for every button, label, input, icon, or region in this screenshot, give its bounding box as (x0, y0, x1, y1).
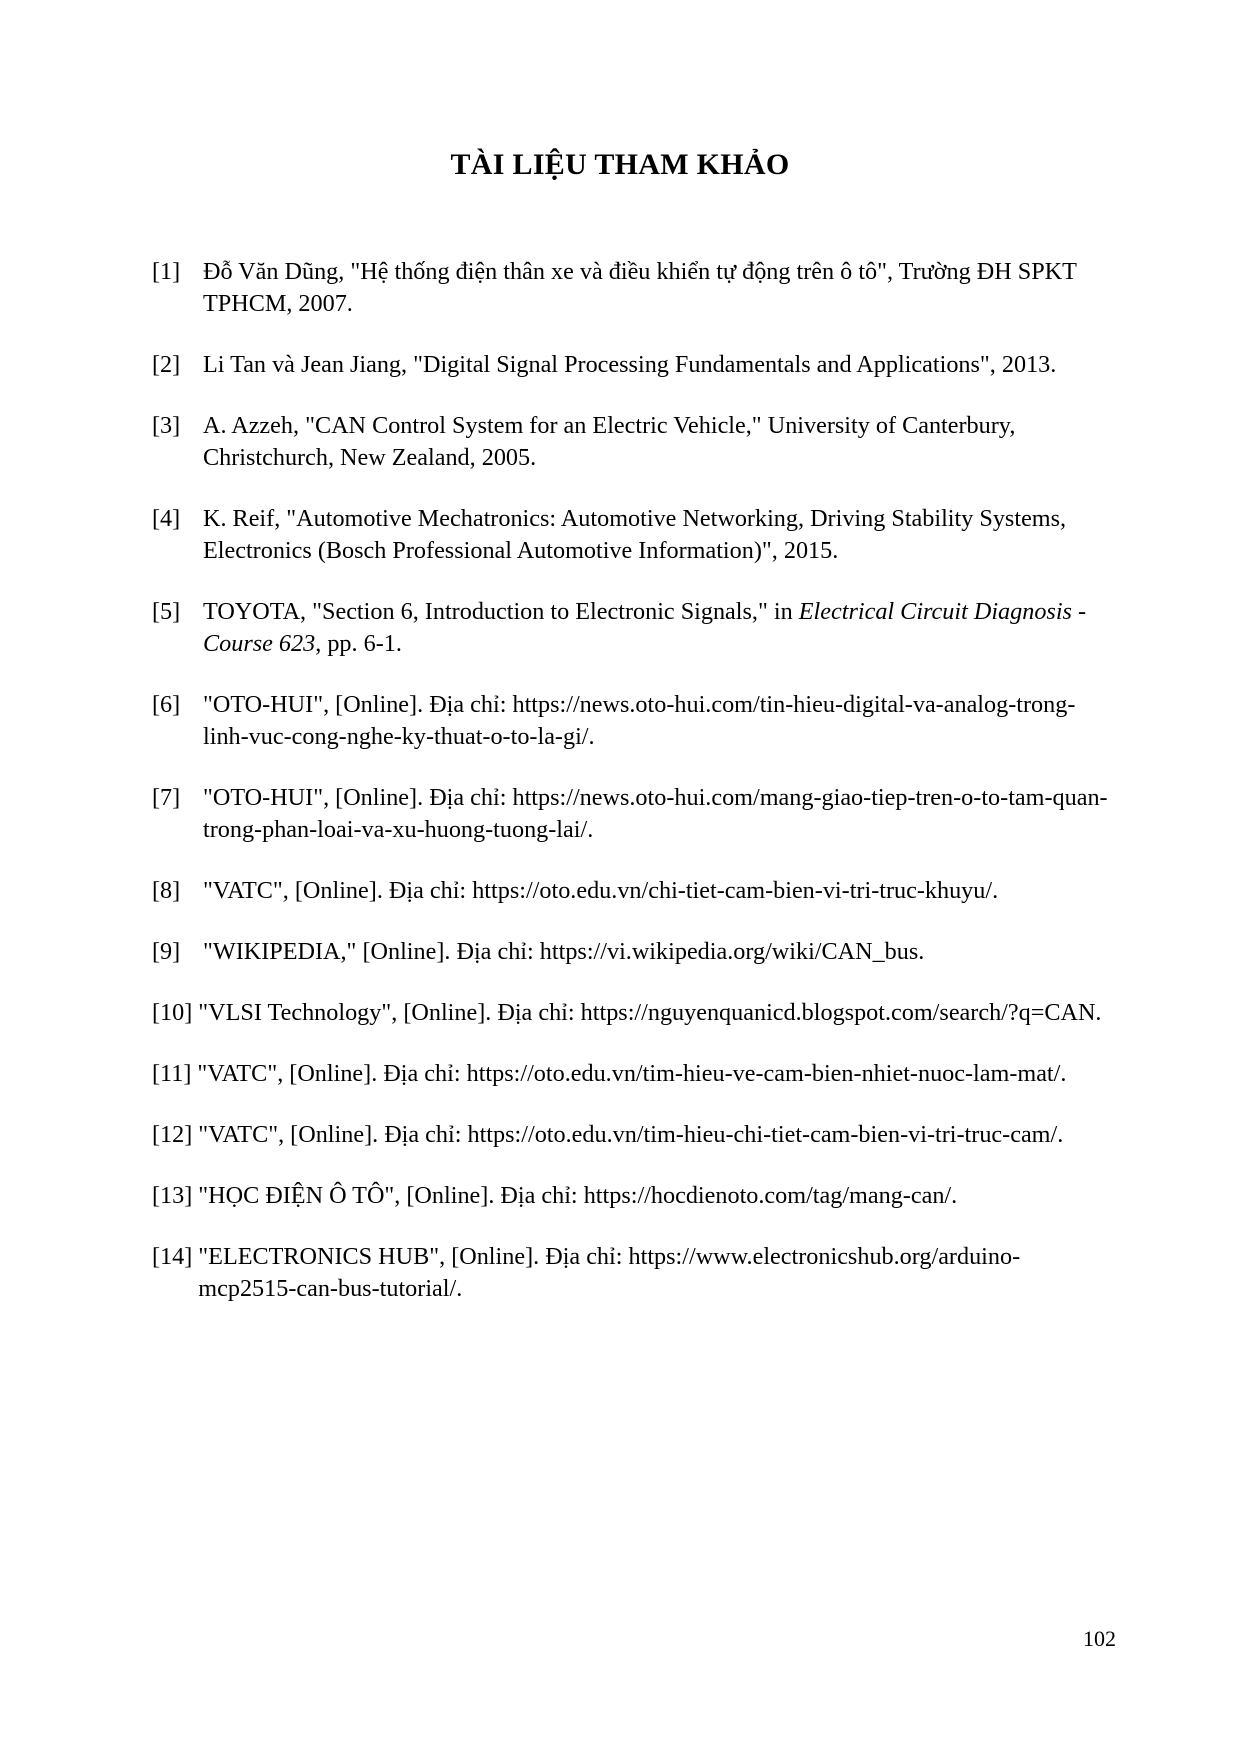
reference-item-11 (152, 1058, 1117, 1090)
reference-number: [5] (152, 598, 181, 625)
reference-item-13 (152, 1180, 1117, 1212)
reference-item-2 (152, 349, 1117, 381)
reference-number: [7] (152, 784, 181, 811)
reference-number: [13] (152, 1182, 193, 1209)
reference-text: Li Tan và Jean Jiang, "Digital Signal Processing Fundamentals and Applications", 2013. (203, 351, 1057, 378)
reference-text: "OTO-HUI", [Online]. Địa chỉ: https://news.oto-hui.com/mang-giao-tiep-tren-o-to-tam-quan-trong-phan-loai-va-xu-huong-tuong-lai/. (203, 784, 1108, 843)
reference-item-14 (152, 1241, 1117, 1305)
reference-item-12 (152, 1119, 1117, 1151)
reference-number: [12] (152, 1121, 193, 1148)
reference-text (203, 596, 1117, 660)
reference-text: K. Reif, "Automotive Mechatronics: Automotive Networking, Driving Stability Systems, Electronics (Bosch Professional Automotive Information)", 2015. (203, 505, 1067, 564)
reference-text: "VATC", [Online]. Địa chỉ: https://oto.edu.vn/tim-hieu-chi-tiet-cam-bien-vi-tri-truc-cam/. (198, 1121, 1064, 1148)
reference-number: [2] (152, 351, 181, 378)
reference-number: [4] (152, 505, 181, 532)
reference-item-9 (152, 936, 1117, 968)
reference-item-10 (152, 997, 1117, 1029)
reference-item-4 (152, 503, 1117, 567)
reference-text: "ELECTRONICS HUB", [Online]. Địa chỉ: https://www.electronicshub.org/arduino-mcp2515-can-bus-tutorial/. (198, 1243, 1021, 1302)
reference-item-1 (152, 256, 1117, 320)
page-title: TÀI LIỆU THAM KHẢO (450, 148, 790, 181)
reference-number: [9] (152, 938, 181, 965)
reference-text: "HỌC ĐIỆN Ô TÔ", [Online]. Địa chỉ: https://hocdienoto.com/tag/mang-can/. (198, 1182, 958, 1209)
reference-item-3 (152, 410, 1117, 474)
reference-text: Đỗ Văn Dũng, "Hệ thống điện thân xe và điều khiển tự động trên ô tô", Trường ĐH SPKT TPHCM, 2007. (203, 258, 1077, 317)
reference-text: "VATC", [Online]. Địa chỉ: https://oto.edu.vn/tim-hieu-ve-cam-bien-nhiet-nuoc-lam-mat/. (197, 1060, 1067, 1087)
reference-text-after: , pp. 6-1. (315, 630, 402, 657)
reference-text: "OTO-HUI", [Online]. Địa chỉ: https://news.oto-hui.com/tin-hieu-digital-va-analog-trong-linh-vuc-cong-nghe-ky-thuat-o-to-la-gi/. (203, 691, 1076, 750)
reference-item-8 (152, 875, 1117, 907)
page-number: 102 (1083, 1626, 1116, 1651)
reference-number: [10] (152, 999, 193, 1026)
reference-number: [6] (152, 691, 181, 718)
reference-text-before: TOYOTA, "Section 6, Introduction to Electronic Signals," in (203, 598, 799, 625)
reference-list (152, 256, 1117, 1334)
reference-number: [14] (152, 1243, 193, 1270)
reference-number: [1] (152, 258, 181, 285)
reference-item-5 (152, 596, 1117, 660)
reference-number: [3] (152, 412, 181, 439)
reference-text: "VLSI Technology", [Online]. Địa chỉ: https://nguyenquanicd.blogspot.com/search/?q=CAN. (198, 999, 1102, 1026)
reference-text: "VATC", [Online]. Địa chỉ: https://oto.edu.vn/chi-tiet-cam-bien-vi-tri-truc-khuyu/. (203, 877, 999, 904)
reference-text: "WIKIPEDIA," [Online]. Địa chỉ: https://vi.wikipedia.org/wiki/CAN_bus. (203, 938, 925, 965)
reference-number: [8] (152, 877, 181, 904)
reference-item-7 (152, 782, 1117, 846)
reference-number: [11] (152, 1060, 192, 1087)
reference-italic-title: Electrical Circuit Diagnosis - Course 623 (203, 598, 1087, 657)
reference-item-6 (152, 689, 1117, 753)
reference-text: A. Azzeh, "CAN Control System for an Electric Vehicle," University of Canterbury, Christchurch, New Zealand, 2005. (203, 412, 1016, 471)
